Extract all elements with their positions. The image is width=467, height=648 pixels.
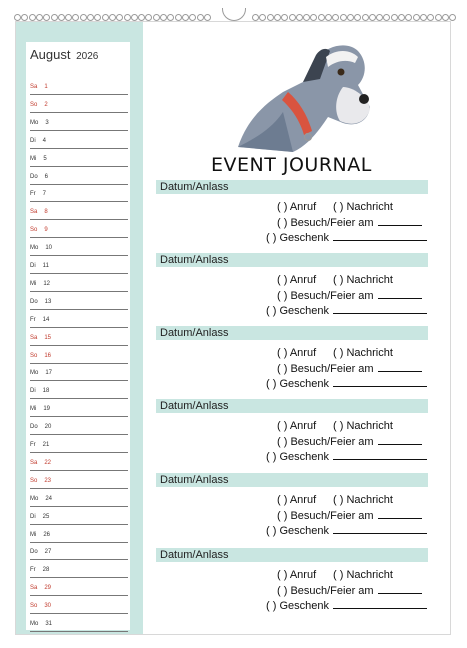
day-number: 30 [44,603,52,610]
besuch-option-blank[interactable] [378,289,422,299]
entry-header: Datum/Anlass [156,548,428,562]
binding-hole [413,14,420,21]
nachricht-option[interactable] [333,347,393,360]
binding-hole [252,14,259,21]
day-weekday: Mo [30,495,39,502]
anruf-option[interactable] [277,274,316,287]
day-row[interactable] [30,315,128,328]
besuch-option-blank[interactable] [378,584,422,594]
day-number: 28 [42,567,50,574]
binding-hole [145,14,152,21]
day-weekday: So [30,227,38,234]
entry-header: Datum/Anlass [156,326,428,340]
besuch-option-blank[interactable] [378,216,422,226]
binding-hole [94,14,101,21]
binding-hole [204,14,211,21]
day-row[interactable] [30,476,128,489]
besuch-option-blank[interactable] [378,362,422,372]
geschenk-option-blank[interactable] [333,524,427,534]
day-weekday: Mo [30,370,39,377]
day-weekday: Mo [30,119,39,126]
day-weekday: So [30,603,38,610]
besuch-option-label: ( ) Besuch/Feier am [277,585,374,597]
day-row[interactable] [30,386,128,399]
nachricht-option-label: ( ) Nachricht [333,201,393,213]
day-row[interactable] [30,136,128,149]
day-row[interactable] [30,297,128,310]
binding-hole [296,14,303,21]
binding-hole [116,14,123,21]
binding-hole [197,14,204,21]
day-weekday: Do [30,424,38,431]
nachricht-option-label: ( ) Nachricht [333,420,393,432]
day-weekday: Mi [30,155,37,162]
besuch-option-label: ( ) Besuch/Feier am [277,510,374,522]
day-weekday: Di [30,388,36,395]
binding-hole [153,14,160,21]
day-number: 2 [44,101,48,108]
day-weekday: Fr [30,316,36,323]
anruf-option-label: ( ) Anruf [277,569,317,581]
day-number: 27 [44,549,52,556]
geschenk-option-blank[interactable] [333,377,427,387]
day-row[interactable] [30,189,128,202]
day-weekday: Fr [30,191,36,198]
day-row[interactable] [30,207,128,220]
day-row[interactable] [30,368,128,381]
day-number: 17 [45,370,53,377]
binding-hole [21,14,28,21]
day-weekday: Mi [30,280,37,287]
day-weekday: Do [30,549,38,556]
geschenk-option-label: ( ) Geschenk [266,525,329,537]
binding-hole [36,14,43,21]
geschenk-option[interactable] [266,450,427,464]
besuch-option-blank[interactable] [378,435,422,445]
geschenk-option-blank[interactable] [333,599,427,609]
day-weekday: Mi [30,406,37,413]
day-number: 12 [43,280,51,287]
binding-hole [435,14,442,21]
day-weekday: Mo [30,245,39,252]
binding-hole [281,14,288,21]
geschenk-option[interactable] [266,304,427,318]
day-weekday: Di [30,263,36,269]
month-title [30,47,98,62]
day-number: 19 [43,406,51,413]
day-weekday: So [30,352,38,359]
binding-hole [420,14,427,21]
anruf-option[interactable] [277,420,316,433]
binding-hole [14,14,21,21]
nachricht-option-label: ( ) Nachricht [333,494,393,506]
besuch-option[interactable] [277,435,422,449]
besuch-option-label: ( ) Besuch/Feier am [277,217,374,229]
day-number: 26 [43,531,51,538]
binding-hole [340,14,347,21]
binding-hole [398,14,405,21]
journal-title: EVENT JOURNAL [211,154,372,176]
binding-hole [405,14,412,21]
binding-hole [29,14,36,21]
geschenk-option-label: ( ) Geschenk [266,232,329,244]
day-number: 7 [42,191,47,198]
besuch-option[interactable] [277,509,422,523]
day-number: 8 [44,209,48,216]
binding-hole [376,14,383,21]
nachricht-option[interactable] [333,420,393,433]
binding-hole [131,14,138,21]
day-row[interactable] [30,82,128,95]
schnauzer-dog-icon [208,27,373,162]
besuch-option[interactable] [277,362,422,376]
binding-hole [442,14,449,21]
day-row[interactable] [30,530,128,543]
day-row[interactable] [30,154,128,167]
entry-header: Datum/Anlass [156,253,428,267]
binding-hole [362,14,369,21]
day-weekday: Do [30,298,38,305]
binding-hole [80,14,87,21]
month-sidebar [16,22,143,634]
day-number: 13 [44,298,52,305]
day-weekday: So [30,101,38,108]
day-number: 16 [44,352,52,359]
day-list-panel [26,42,130,630]
day-number: 9 [44,227,48,234]
event-journal [143,22,450,634]
geschenk-option-blank[interactable] [333,304,427,314]
binding-hole [274,14,281,21]
besuch-option[interactable] [277,584,422,598]
besuch-option-label: ( ) Besuch/Feier am [277,436,374,448]
anruf-option[interactable] [277,201,316,214]
day-weekday: Mi [30,531,37,538]
day-weekday: Sa [30,334,38,341]
day-number: 25 [42,513,50,520]
nachricht-option[interactable] [333,201,393,214]
day-row[interactable] [30,547,128,560]
besuch-option-label: ( ) Besuch/Feier am [277,290,374,302]
binding-hole [303,14,310,21]
day-number: 11 [42,263,49,269]
day-number: 22 [44,459,52,466]
day-weekday: Mo [30,621,39,627]
nachricht-option[interactable] [333,569,393,582]
binding-hole [347,14,354,21]
besuch-option-blank[interactable] [378,509,422,519]
binding-hole [87,14,94,21]
day-weekday: Sa [30,585,38,592]
binding-hole [354,14,361,21]
binding-hole [160,14,167,21]
binding-hole [65,14,72,21]
binding-hole [332,14,339,21]
day-weekday: Sa [30,209,38,216]
day-row[interactable] [30,494,128,507]
day-row[interactable] [30,351,128,364]
entry-header: Datum/Anlass [156,473,428,487]
entry-header: Datum/Anlass [156,180,428,194]
binding-hole [325,14,332,21]
day-weekday: Fr [30,567,36,574]
day-number: 18 [42,388,50,395]
binding-hole [318,14,325,21]
month-name: August [30,47,71,62]
day-row[interactable] [30,100,128,113]
binding-hole [391,14,398,21]
day-row[interactable] [30,172,128,185]
month-year: 2026 [76,51,99,62]
day-row[interactable] [30,619,128,632]
nachricht-option-label: ( ) Nachricht [333,569,393,581]
anruf-option-label: ( ) Anruf [277,201,317,213]
day-number: 15 [44,334,52,341]
binding-hole [259,14,266,21]
day-row[interactable] [30,440,128,453]
day-weekday: Sa [30,84,38,90]
binding-hole [109,14,116,21]
day-number: 21 [42,442,50,448]
besuch-option[interactable] [277,289,422,303]
binding-hole [289,14,296,21]
day-number: 24 [45,495,53,502]
day-weekday: Do [30,173,38,180]
day-weekday: So [30,477,38,484]
day-row[interactable] [30,279,128,292]
geschenk-option[interactable] [266,524,427,538]
day-row[interactable] [30,583,128,596]
day-weekday: Sa [30,459,38,466]
day-number: 14 [42,316,50,323]
binding-hole [124,14,131,21]
besuch-option-label: ( ) Besuch/Feier am [277,363,374,375]
binding-hole [58,14,65,21]
anruf-option[interactable] [277,347,316,360]
nachricht-option-label: ( ) Nachricht [333,274,393,286]
day-weekday: Di [30,137,36,144]
binding-hole [449,14,456,21]
geschenk-option-label: ( ) Geschenk [266,600,329,612]
day-number: 3 [45,119,49,126]
binding-hole [383,14,390,21]
binding-hole [175,14,182,21]
binding-hole [167,14,174,21]
binding-hole [43,14,50,21]
day-row[interactable] [30,422,128,435]
day-weekday: Fr [30,442,36,448]
geschenk-option-blank[interactable] [333,450,427,460]
nachricht-option[interactable] [333,274,393,287]
day-number: 5 [43,155,47,162]
day-number: 4 [42,137,47,144]
day-row[interactable] [30,261,128,274]
day-number: 23 [44,477,52,484]
day-row[interactable] [30,565,128,578]
day-number: 1 [44,84,48,90]
geschenk-option[interactable] [266,231,427,245]
anruf-option-label: ( ) Anruf [277,274,317,286]
anruf-option-label: ( ) Anruf [277,347,317,359]
calendar-page [16,22,450,634]
nachricht-option[interactable] [333,494,393,507]
anruf-option[interactable] [277,569,316,582]
binding-hole [51,14,58,21]
day-number: 20 [44,424,52,431]
day-weekday: Di [30,513,36,520]
day-number: 10 [45,245,53,252]
binding-hole [72,14,79,21]
anruf-option[interactable] [277,494,316,507]
day-row[interactable] [30,333,128,346]
day-row[interactable] [30,601,128,614]
binding-hole [138,14,145,21]
day-row[interactable] [30,404,128,417]
day-number: 29 [44,585,52,592]
geschenk-option-label: ( ) Geschenk [266,451,329,463]
binding-hole [310,14,317,21]
binding-hole [267,14,274,21]
binding-hole [102,14,109,21]
geschenk-option[interactable] [266,377,427,391]
binding-hole [182,14,189,21]
day-number: 31 [45,621,53,627]
day-row[interactable] [30,458,128,471]
nachricht-option-label: ( ) Nachricht [333,347,393,359]
geschenk-option-blank[interactable] [333,231,427,241]
day-row[interactable] [30,243,128,256]
anruf-option-label: ( ) Anruf [277,420,317,432]
binding-hole [189,14,196,21]
binding-hole [369,14,376,21]
day-row[interactable] [30,225,128,238]
entry-header: Datum/Anlass [156,399,428,413]
besuch-option[interactable] [277,216,422,230]
day-row[interactable] [30,118,128,131]
geschenk-option-label: ( ) Geschenk [266,305,329,317]
geschenk-option-label: ( ) Geschenk [266,378,329,390]
day-number: 6 [44,173,49,180]
day-row[interactable] [30,512,128,525]
anruf-option-label: ( ) Anruf [277,494,317,506]
geschenk-option[interactable] [266,599,427,613]
binding-hole [427,14,434,21]
